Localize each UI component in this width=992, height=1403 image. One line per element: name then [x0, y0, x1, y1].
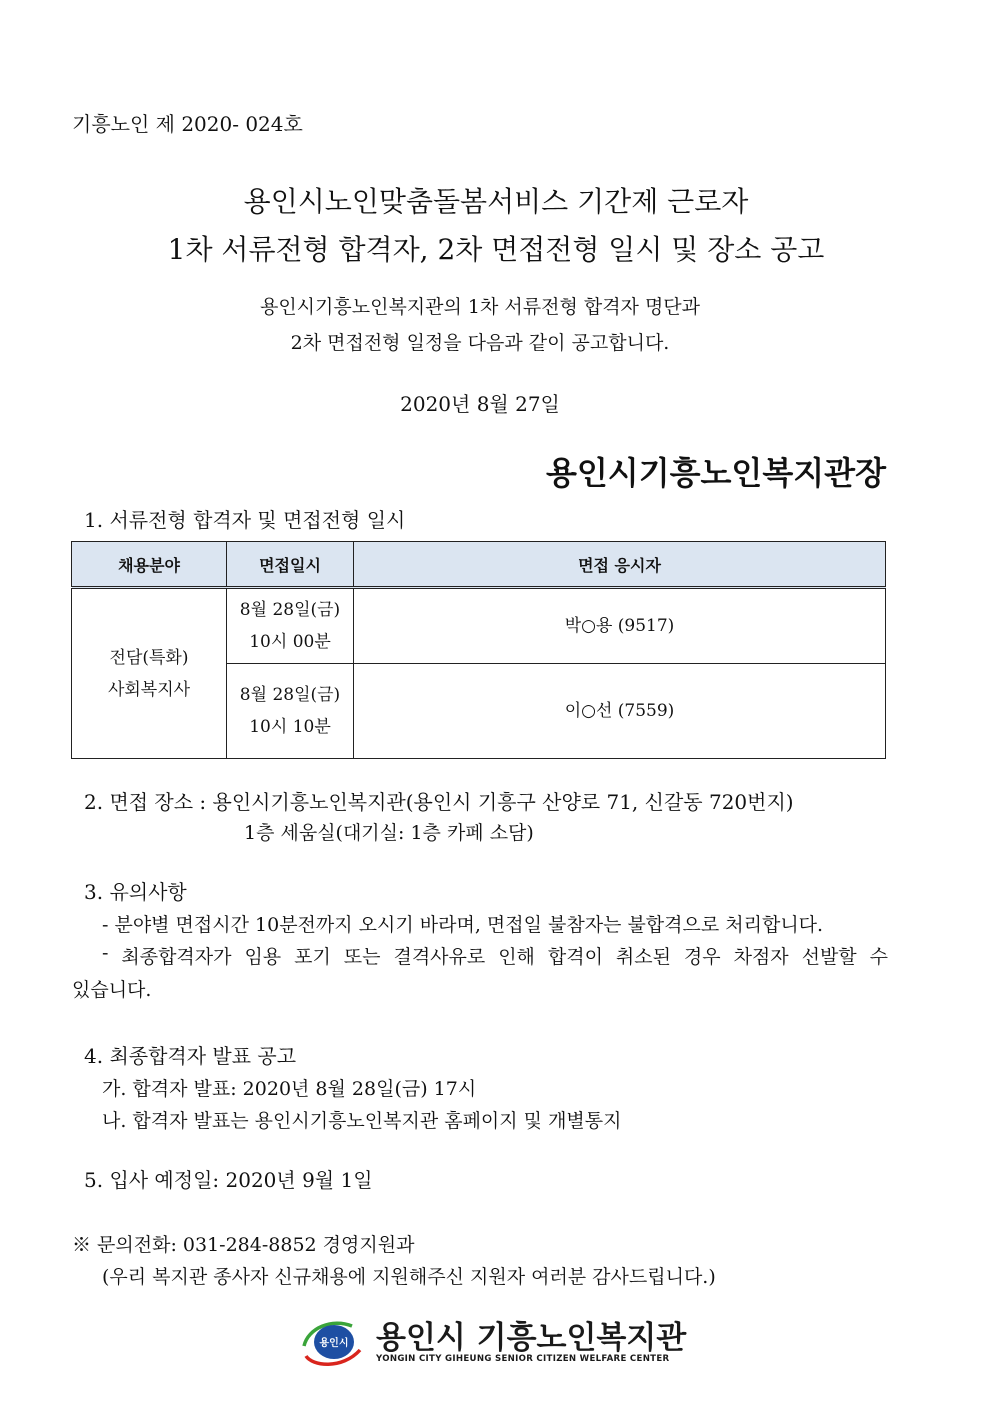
- interview-date: 8월 28일(금): [239, 600, 341, 620]
- section-5-heading: 5. 입사 예정일: 2020년 9월 1일: [84, 1168, 373, 1192]
- issuer-name: 용인시기흥노인복지관장: [545, 454, 886, 492]
- interview-schedule-table: [71, 541, 886, 759]
- title-line-2: 1차 서류전형 합격자, 2차 면접전형 일시 및 장소 공고: [167, 233, 825, 266]
- notice-word: 또는: [343, 946, 381, 968]
- section-4-heading: 4. 최종합격자 발표 공고: [84, 1044, 297, 1068]
- interview-time: 10시 10분: [249, 717, 331, 737]
- field-cell: [72, 588, 227, 759]
- header-interview-time: 면접일시: [227, 542, 354, 588]
- interview-time: 10시 00분: [249, 632, 331, 652]
- notice-word: 차점자: [733, 946, 789, 968]
- candidate-cell: 이○선 (7559): [354, 664, 886, 759]
- notice-word: 선발할: [801, 946, 857, 968]
- announcement-date: 2020년 8월 27일: [400, 392, 560, 416]
- notice-word: 인해: [498, 946, 535, 968]
- thanks-note: (우리 복지관 종사자 신규채용에 지원해주신 지원자 여러분 감사드립니다.): [102, 1266, 716, 1288]
- logo-mark-text: 용인시: [319, 1338, 349, 1349]
- notice-word: 취소된: [615, 946, 671, 968]
- welfare-center-logo: [302, 1314, 687, 1374]
- notice-word: 수: [869, 946, 888, 968]
- interview-time-cell: [227, 664, 354, 759]
- interview-time-cell: [227, 588, 354, 664]
- notice-word: 합격이: [547, 946, 603, 968]
- logo-name-korean: 용인시 기흥노인복지관: [376, 1320, 687, 1356]
- header-candidates: 면접 응시자: [354, 542, 886, 588]
- title-line-1: 용인시노인맞춤돌봄서비스 기간제 근로자: [243, 185, 749, 218]
- notice-word: 경우: [683, 946, 721, 968]
- document-number: 기흥노인 제 2020- 024호: [72, 112, 303, 136]
- intro-line-2: 2차 면접전형 일정을 다음과 같이 공고합니다.: [290, 332, 670, 354]
- intro-line-1: 용인시기흥노인복지관의 1차 서류전형 합격자 명단과: [259, 296, 701, 318]
- notice-word: 결격사유로: [393, 946, 486, 968]
- section-1-heading: 1. 서류전형 합격자 및 면접전형 일시: [84, 508, 406, 532]
- header-field: 채용분야: [72, 542, 227, 588]
- field-line-1: 전담(특화): [109, 647, 189, 668]
- announcement-item-b: 나. 합격자 발표는 용인시기흥노인복지관 홈페이지 및 개별통지: [102, 1110, 622, 1132]
- section-3-heading: 3. 유의사항: [84, 880, 187, 904]
- notice-word: 포기: [294, 946, 331, 968]
- notice-item-2: [102, 942, 888, 969]
- table-header-row: [72, 542, 886, 588]
- notice-word: -: [102, 942, 109, 964]
- interview-room: 1층 세움실(대기실: 1층 카페 소담): [244, 822, 534, 844]
- announcement-item-a: 가. 합격자 발표: 2020년 8월 28일(금) 17시: [102, 1078, 477, 1100]
- notice-word: 최종합격자가: [121, 946, 232, 968]
- interview-date: 8월 28일(금): [239, 685, 341, 705]
- table-row: [72, 588, 886, 664]
- field-line-2: 사회복지사: [107, 679, 191, 700]
- notice-word: 임용: [244, 946, 282, 968]
- contact-info: ※ 문의전화: 031-284-8852 경영지원과: [72, 1234, 415, 1256]
- logo-mark-icon: [302, 1316, 362, 1368]
- logo-name-english: YONGIN CITY GIHEUNG SENIOR CITIZEN WELFARE CENTER: [376, 1354, 670, 1364]
- interview-place: 2. 면접 장소 : 용인시기흥노인복지관(용인시 기흥구 산양로 71, 신갈동 720번지): [84, 790, 794, 814]
- notice-item-2-continued: 있습니다.: [72, 979, 152, 1001]
- candidate-cell: 박○용 (9517): [354, 588, 886, 664]
- notice-item-1: - 분야별 면접시간 10분전까지 오시기 바라며, 면접일 불참자는 불합격으로 처리합니다.: [102, 914, 824, 936]
